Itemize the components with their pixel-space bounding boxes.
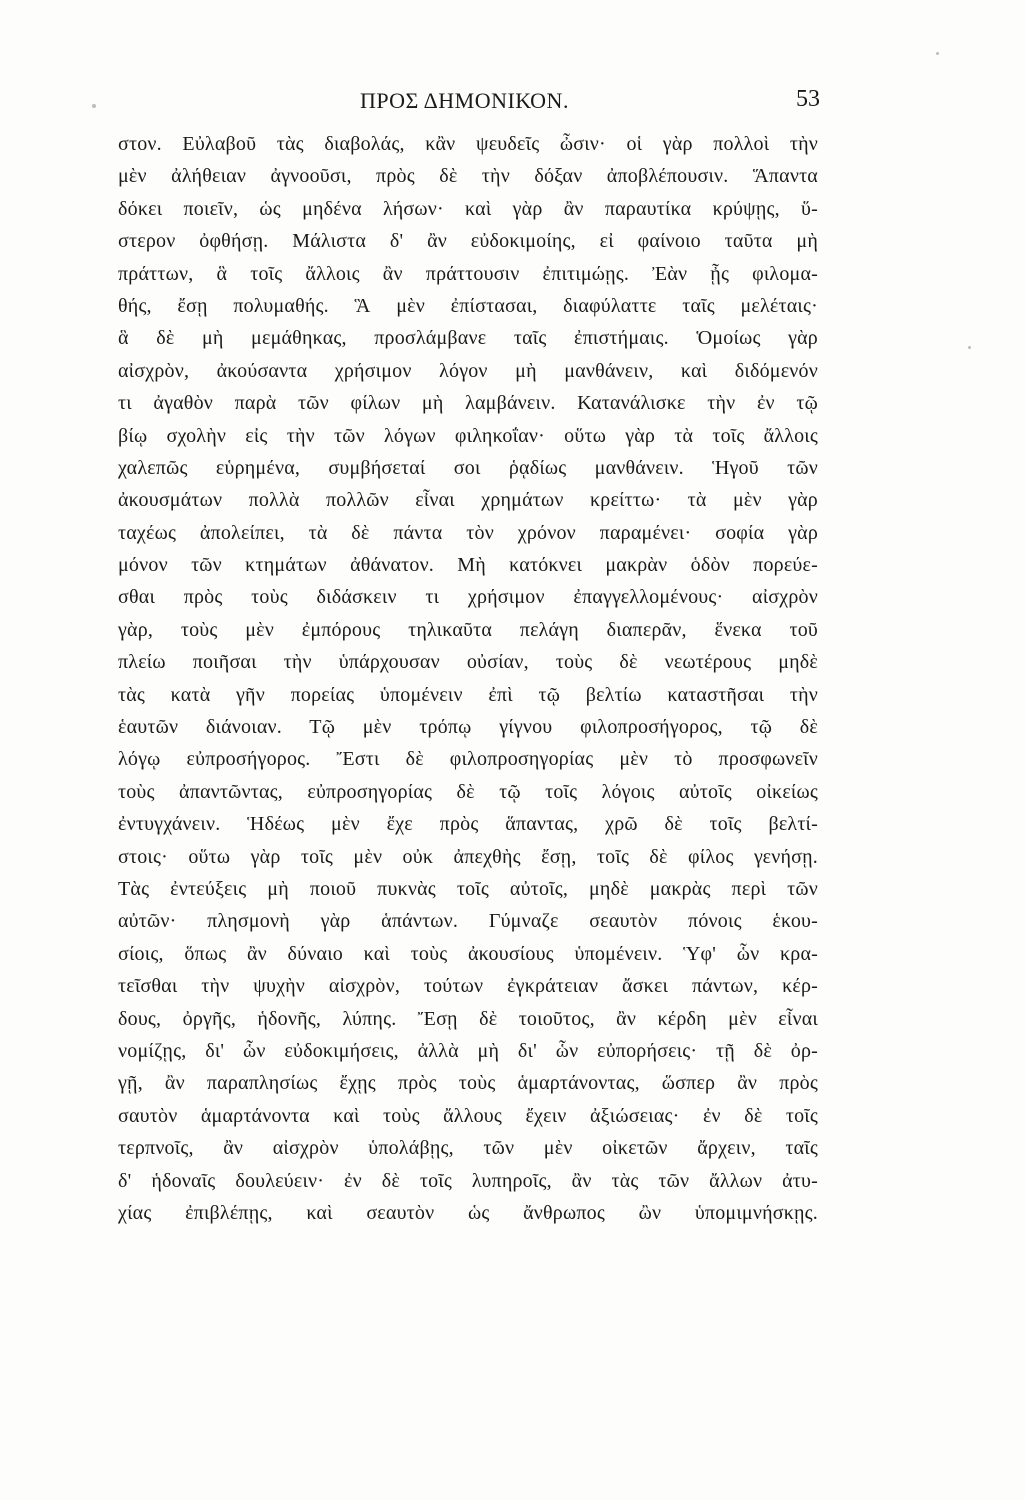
text-line: πλείω ποιῆσαι τὴν ὑπάρχουσαν οὐσίαν, τοὺς δὲ νεωτέρους μηδὲ [118,651,818,674]
text-line: βίῳ σχολὴν εἰς τὴν τῶν λόγων φιληκοΐαν· οὕτω γὰρ τὰ τοῖς ἄλλοις [118,424,818,447]
text-line: γῇ, ἂν παραπλησίως ἔχῃς πρὸς τοὺς ἁμαρτάνοντας, ὥσπερ ἂν πρὸς [118,1072,818,1095]
text-line: χαλεπῶς εὑρημένα, συμβήσεταί σοι ῥᾳδίως μανθάνειν. Ἡγοῦ τῶν [118,456,818,479]
text-line: στοις· οὕτω γὰρ τοῖς μὲν οὐκ ἀπεχθὴς ἔσῃ, τοῖς δὲ φίλος γενήσῃ. [118,845,818,868]
text-line: ἑαυτῶν διάνοιαν. Τῷ μὲν τρόπῳ γίγνου φιλοπροσήγορος, τῷ δὲ [118,716,818,739]
text-line: σαυτὸν ἁμαρτάνοντα καὶ τοὺς ἄλλους ἔχειν ἀξιώσειας· ἐν δὲ τοῖς [118,1104,818,1127]
text-line: τοὺς ἀπαντῶντας, εὐπροσηγορίας δὲ τῷ τοῖς λόγοις αὐτοῖς οἰκείως [118,780,818,803]
text-line: μὲν ἀλήθειαν ἀγνοοῦσι, πρὸς δὲ τὴν δόξαν ἀποβλέπουσιν. Ἅπαντα [118,165,818,188]
text-line: αἰσχρὸν, ἀκούσαντα χρήσιμον λόγον μὴ μανθάνειν, καὶ διδόμενόν [118,359,818,382]
text-line: θής, ἔσῃ πολυμαθής. Ἃ μὲν ἐπίστασαι, διαφύλαττε ταῖς μελέταις· [118,294,818,317]
text-line: ἐντυγχάνειν. Ἡδέως μὲν ἔχε πρὸς ἅπαντας, χρῶ δὲ τοῖς βελτί- [118,813,818,836]
text-line: αὐτῶν· πλησμονὴ γὰρ ἁπάντων. Γύμναζε σεαυτὸν πόνοις ἑκου- [118,910,818,933]
body-text [118,128,818,1229]
text-line: ταχέως ἀπολείπει, τὰ δὲ πάντα τὸν χρόνον παραμένει· σοφία γὰρ [118,521,818,544]
text-line: σθαι πρὸς τοὺς διδάσκειν τι χρήσιμον ἐπαγγελλομένους· αἰσχρὸν [118,586,818,609]
text-line: τερπνοῖς, ἂν αἰσχρὸν ὑπολάβῃς, τῶν μὲν οἰκετῶν ἄρχειν, ταῖς [118,1137,818,1160]
text-line: τι ἀγαθὸν παρὰ τῶν φίλων μὴ λαμβάνειν. Κατανάλισκε τὴν ἐν τῷ [118,392,818,415]
text-line: χίας ἐπιβλέπῃς, καὶ σεαυτὸν ὡς ἄνθρωπος ὢν ὑπομιμνήσκῃς. [118,1201,818,1224]
text-line: τεῖσθαι τὴν ψυχὴν αἰσχρὸν, τούτων ἐγκράτειαν ἄσκει πάντων, κέρ- [118,975,818,998]
paper-speck [936,52,939,55]
running-head [120,88,820,118]
paper-speck [92,104,96,108]
text-line: στον. Εὐλαβοῦ τὰς διαβολάς, κἂν ψευδεῖς ὦσιν· οἱ γὰρ πολλοὶ τὴν [118,133,818,155]
text-line: πράττων, ἃ τοῖς ἄλλοις ἂν πράττουσιν ἐπιτιμώῃς. Ἐὰν ᾖς φιλομα- [118,262,818,285]
paper-speck [968,346,971,349]
text-line: δους, ὀργῆς, ἡδονῆς, λύπης. Ἔσῃ δὲ τοιοῦτος, ἂν κέρδη μὲν εἶναι [118,1007,818,1030]
text-line: σίοις, ὅπως ἂν δύναιο καὶ τοὺς ἀκουσίους ὑπομένειν. Ὑφ' ὧν κρα- [118,942,818,965]
text-line: δ' ἡδοναῖς δουλεύειν· ἐν δὲ τοῖς λυπηροῖς, ἂν τὰς τῶν ἄλλων ἀτυ- [118,1169,818,1192]
text-line: ἃ δὲ μὴ μεμάθηκας, προσλάμβανε ταῖς ἐπιστήμαις. Ὁμοίως γὰρ [118,327,818,350]
text-line: δόκει ποιεῖν, ὡς μηδένα λήσων· καὶ γὰρ ἂν παραυτίκα κρύψῃς, ὕ- [118,197,818,220]
text-line: τὰς κατὰ γῆν πορείας ὑπομένειν ἐπὶ τῷ βελτίω καταστῆσαι τὴν [118,683,818,706]
text-line: Τὰς ἐντεύξεις μὴ ποιοῦ πυκνὰς τοῖς αὐτοῖς, μηδὲ μακρὰς περὶ τῶν [118,877,818,900]
text-line: στερον ὀφθήσῃ. Μάλιστα δ' ἂν εὐδοκιμοίης, εἰ φαίνοιο ταῦτα μὴ [118,230,818,253]
text-line: γὰρ, τοὺς μὲν ἐμπόρους τηλικαῦτα πελάγη διαπερᾶν, ἕνεκα τοῦ [118,618,818,641]
text-line: μόνον τῶν κτημάτων ἀθάνατον. Μὴ κατόκνει μακρὰν ὁδὸν πορεύε- [118,554,818,577]
running-title: ΠΡΟΣ ΔΗΜΟΝΙΚΟΝ. [360,88,569,113]
text-line: λόγῳ εὐπροσήγορος. Ἔστι δὲ φιλοπροσηγορίας μὲν τὸ προσφωνεῖν [118,748,818,771]
page-number: 53 [796,86,820,112]
text-line: νομίζῃς, δι' ὧν εὐδοκιμήσεις, ἀλλὰ μὴ δι' ὧν εὐπορήσεις· τῇ δὲ ὀρ- [118,1039,818,1062]
text-line: ἀκουσμάτων πολλὰ πολλῶν εἶναι χρημάτων κρείττω· τὰ μὲν γὰρ [118,489,818,512]
